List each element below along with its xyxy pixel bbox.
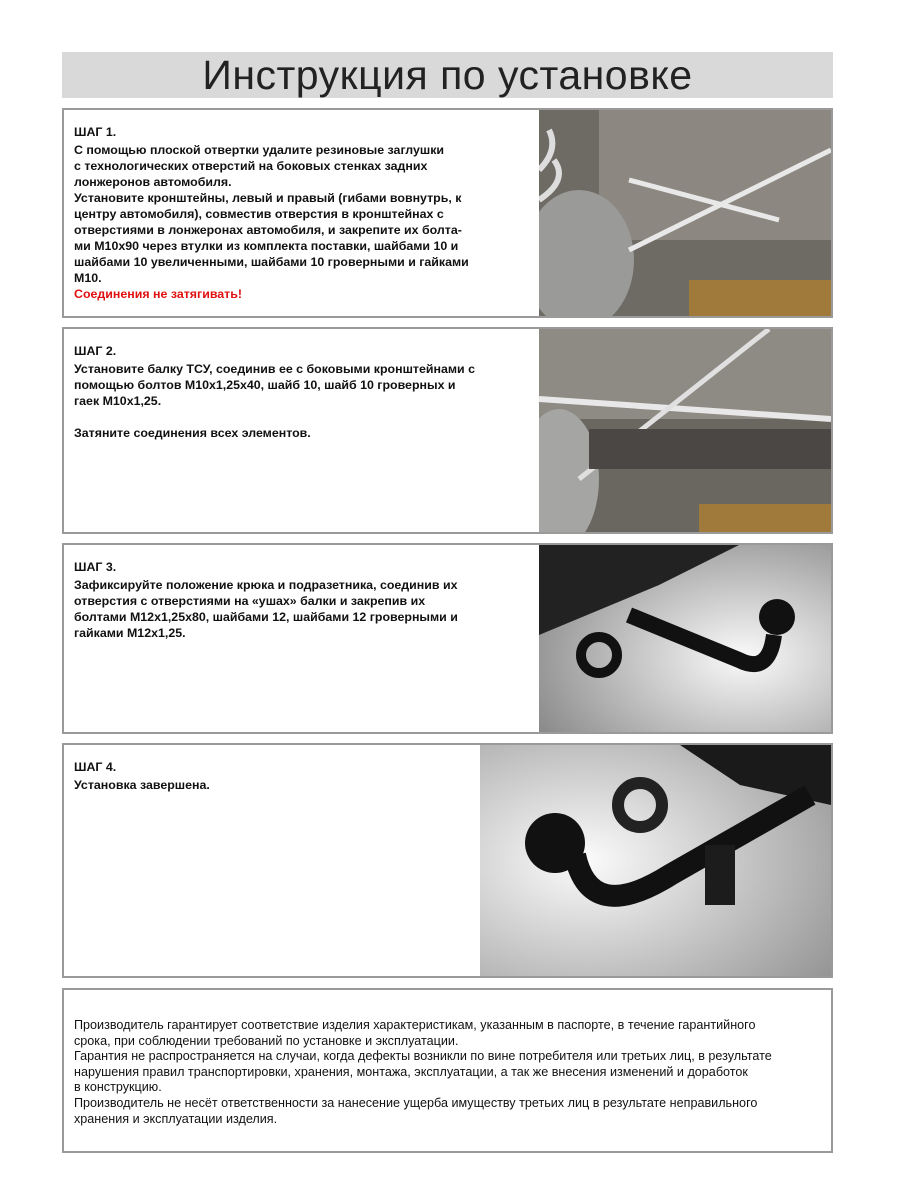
step-3-text — [74, 559, 458, 641]
step-heading: ШАГ 3. — [74, 560, 117, 574]
step-3 — [62, 543, 833, 734]
warranty-body: Производитель гарантирует соответствие изделия характеристикам, указанным в паспорте, в течение гарантийного срока, при соблюдении требований по установке и эксплуатации. Гарантия не распространяется на случаи, когда дефекты возникли по вине потребителя или третьих лиц, в результате нарушения правил транспортировки, хранения, монтажа, эксплуатации, а так же внесения изменений и доработок в конструкцию. Производитель не несёт ответственности за нанесение ущерба имуществу третьих лиц в результате неправильного хранения и эксплуатации изделия. — [74, 1018, 772, 1126]
underbody-brackets-photo — [539, 110, 831, 316]
step-heading: ШАГ 4. — [74, 760, 117, 774]
page-title: Инструкция по установке — [62, 52, 833, 98]
underbody-beam-photo — [539, 329, 831, 532]
step-body: Установите балку ТСУ, соединив ее с боковыми кронштейнами с помощью болтов М10х1,25х40, шайб 10, шайб 10 гроверных и гаек М10х1,25. Затяните соединения всех элементов. — [74, 362, 475, 440]
step-heading: ШАГ 2. — [74, 344, 117, 358]
step-1 — [62, 108, 833, 318]
step-body: С помощью плоской отвертки удалите резиновые заглушки с технологических отверстий на боковых стенках задних лонжеронов автомобиля. Установите кронштейны, левый и правый (гибами вовнутрь, к центру автомобиля), совместив отверстия в кронштейнах с отверстиями в лонжеронах автомобиля, и закрепите их болта- ми М10х90 через втулки из комплекта поставки, шайбами 10 и шайбами 10 увеличенными, шайбами 10 гроверными и гайками М10. — [74, 143, 469, 285]
step-1-text — [74, 124, 469, 302]
step-2 — [62, 327, 833, 534]
step-body: Зафиксируйте положение крюка и подразетника, соединив их отверстия с отверстиями на «ушах» балки и закрепив их болтами М12х1,25х80, шайбами 12, шайбами 12 гроверными и гайками М12х1,25. — [74, 578, 458, 640]
step-2-text — [74, 343, 475, 441]
warranty-notice — [62, 988, 833, 1153]
step-warning: Соединения не затягивать! — [74, 287, 242, 301]
warranty-text — [74, 1018, 772, 1127]
installed-hitch-photo — [480, 745, 831, 976]
step-heading: ШАГ 1. — [74, 125, 117, 139]
step-4-text — [74, 759, 210, 793]
hitch-hook-photo — [539, 545, 831, 732]
step-body: Установка завершена. — [74, 778, 210, 792]
step-4 — [62, 743, 833, 978]
